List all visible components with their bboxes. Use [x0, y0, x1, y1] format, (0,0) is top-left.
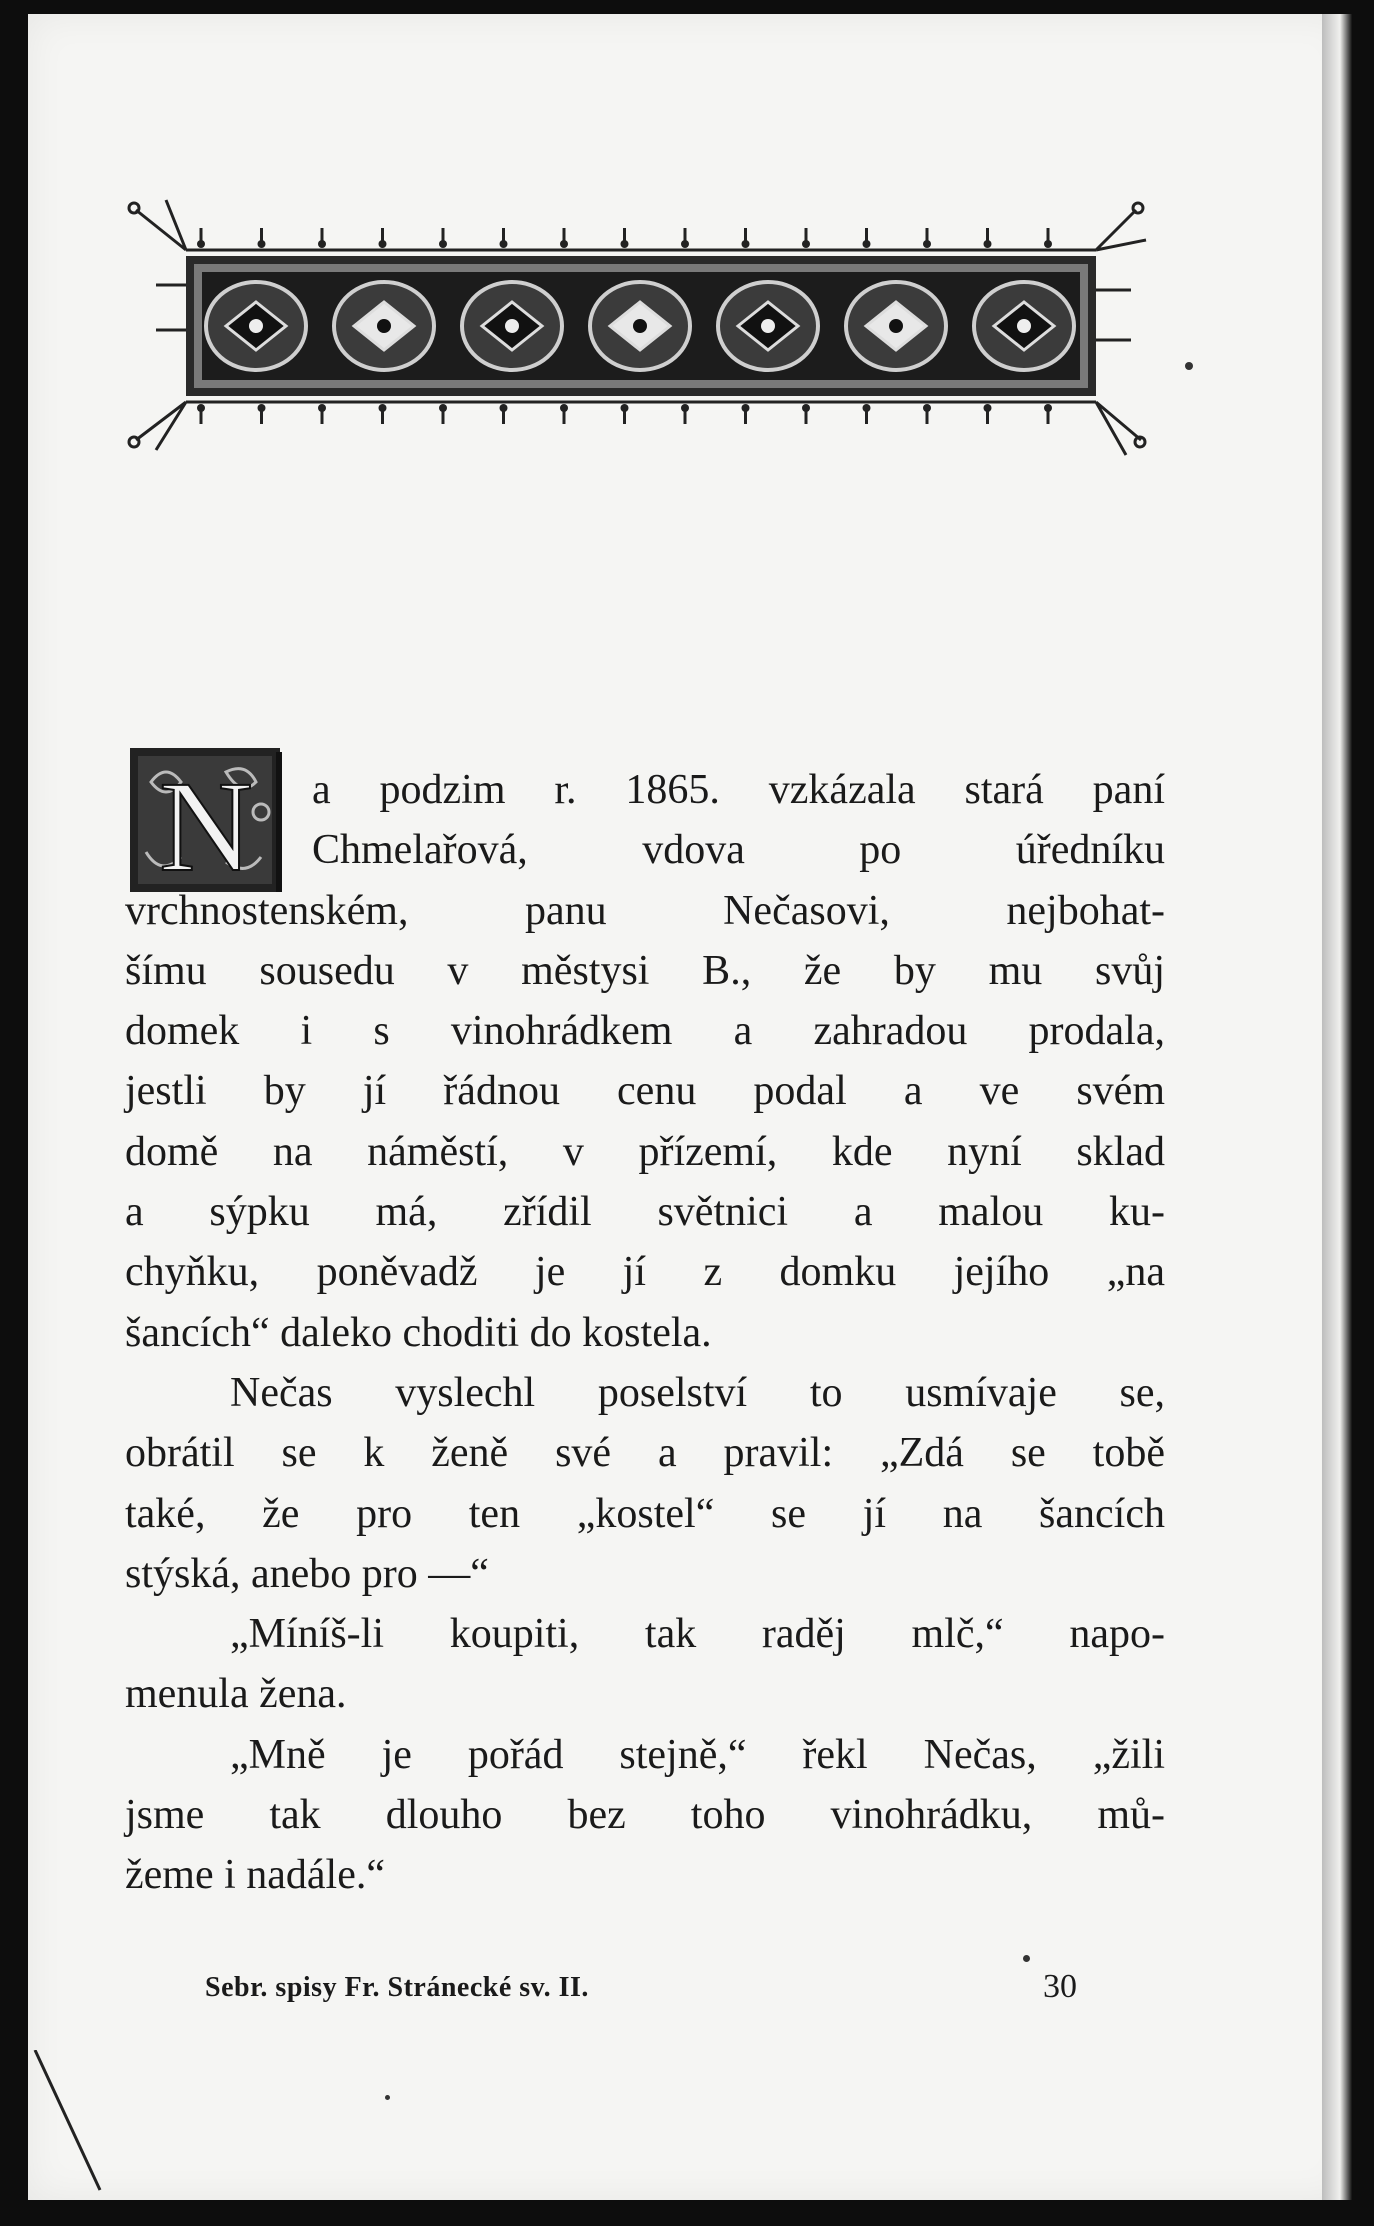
page-edge: [1322, 14, 1352, 2200]
page-footer: [205, 1968, 1105, 2012]
ornamental-band-icon: [126, 190, 1156, 470]
text-line: také, že pro ten „kostel“ se jí na šancích: [125, 1490, 1165, 1537]
scan-scratch: [30, 2050, 110, 2200]
text-line: šímu sousedu v městysi B., že by mu svůj: [125, 947, 1165, 994]
text-line: a sýpku má, zřídil světnici a malou ku-: [125, 1189, 1165, 1236]
text-line: jsme tak dlouho bez toho vinohrádku, mů-: [125, 1792, 1165, 1839]
text-line: „Mně je pořád stejně,“ řekl Nečas, „žili: [230, 1731, 1165, 1778]
printer-signature: Sebr. spisy Fr. Stránecké sv. II.: [205, 1972, 589, 2003]
body-text: [125, 760, 1165, 1906]
text-line: obrátil se k ženě své a pravil: „Zdá se tobě: [125, 1430, 1165, 1477]
page-number: 30: [1043, 1968, 1077, 2005]
text-line: jestli by jí řádnou cenu podal a ve svém: [125, 1068, 1165, 1115]
text-line: domek i s vinohrádkem a zahradou prodala,: [125, 1008, 1165, 1055]
text-line: žeme i nadále.“: [125, 1852, 385, 1899]
scan-speck: [1185, 362, 1193, 370]
text-line: „Míníš-li koupiti, tak raděj mlč,“ napo-: [230, 1611, 1165, 1658]
text-line: menula žena.: [125, 1671, 347, 1718]
text-line: Nečas vyslechl poselství to usmívaje se,: [230, 1369, 1165, 1416]
text-line: stýská, anebo pro —“: [125, 1550, 489, 1597]
text-line: chyňku, poněvadž je jí z domku jejího „na: [125, 1249, 1165, 1296]
text-line: Chmelařová, vdova po úředníku: [312, 827, 1165, 874]
text-line: domě na náměstí, v přízemí, kde nyní sklad: [125, 1128, 1165, 1175]
scan-speck: [1023, 1955, 1030, 1962]
text-line: a podzim r. 1865. vzkázala stará paní: [312, 767, 1165, 813]
text-line: šancích“ daleko choditi do kostela.: [125, 1309, 712, 1356]
text-line: vrchnostenském, panu Nečasovi, nejbohat-: [125, 887, 1165, 934]
scan-speck: [385, 2095, 390, 2100]
svg-text:N: N: [159, 755, 253, 899]
